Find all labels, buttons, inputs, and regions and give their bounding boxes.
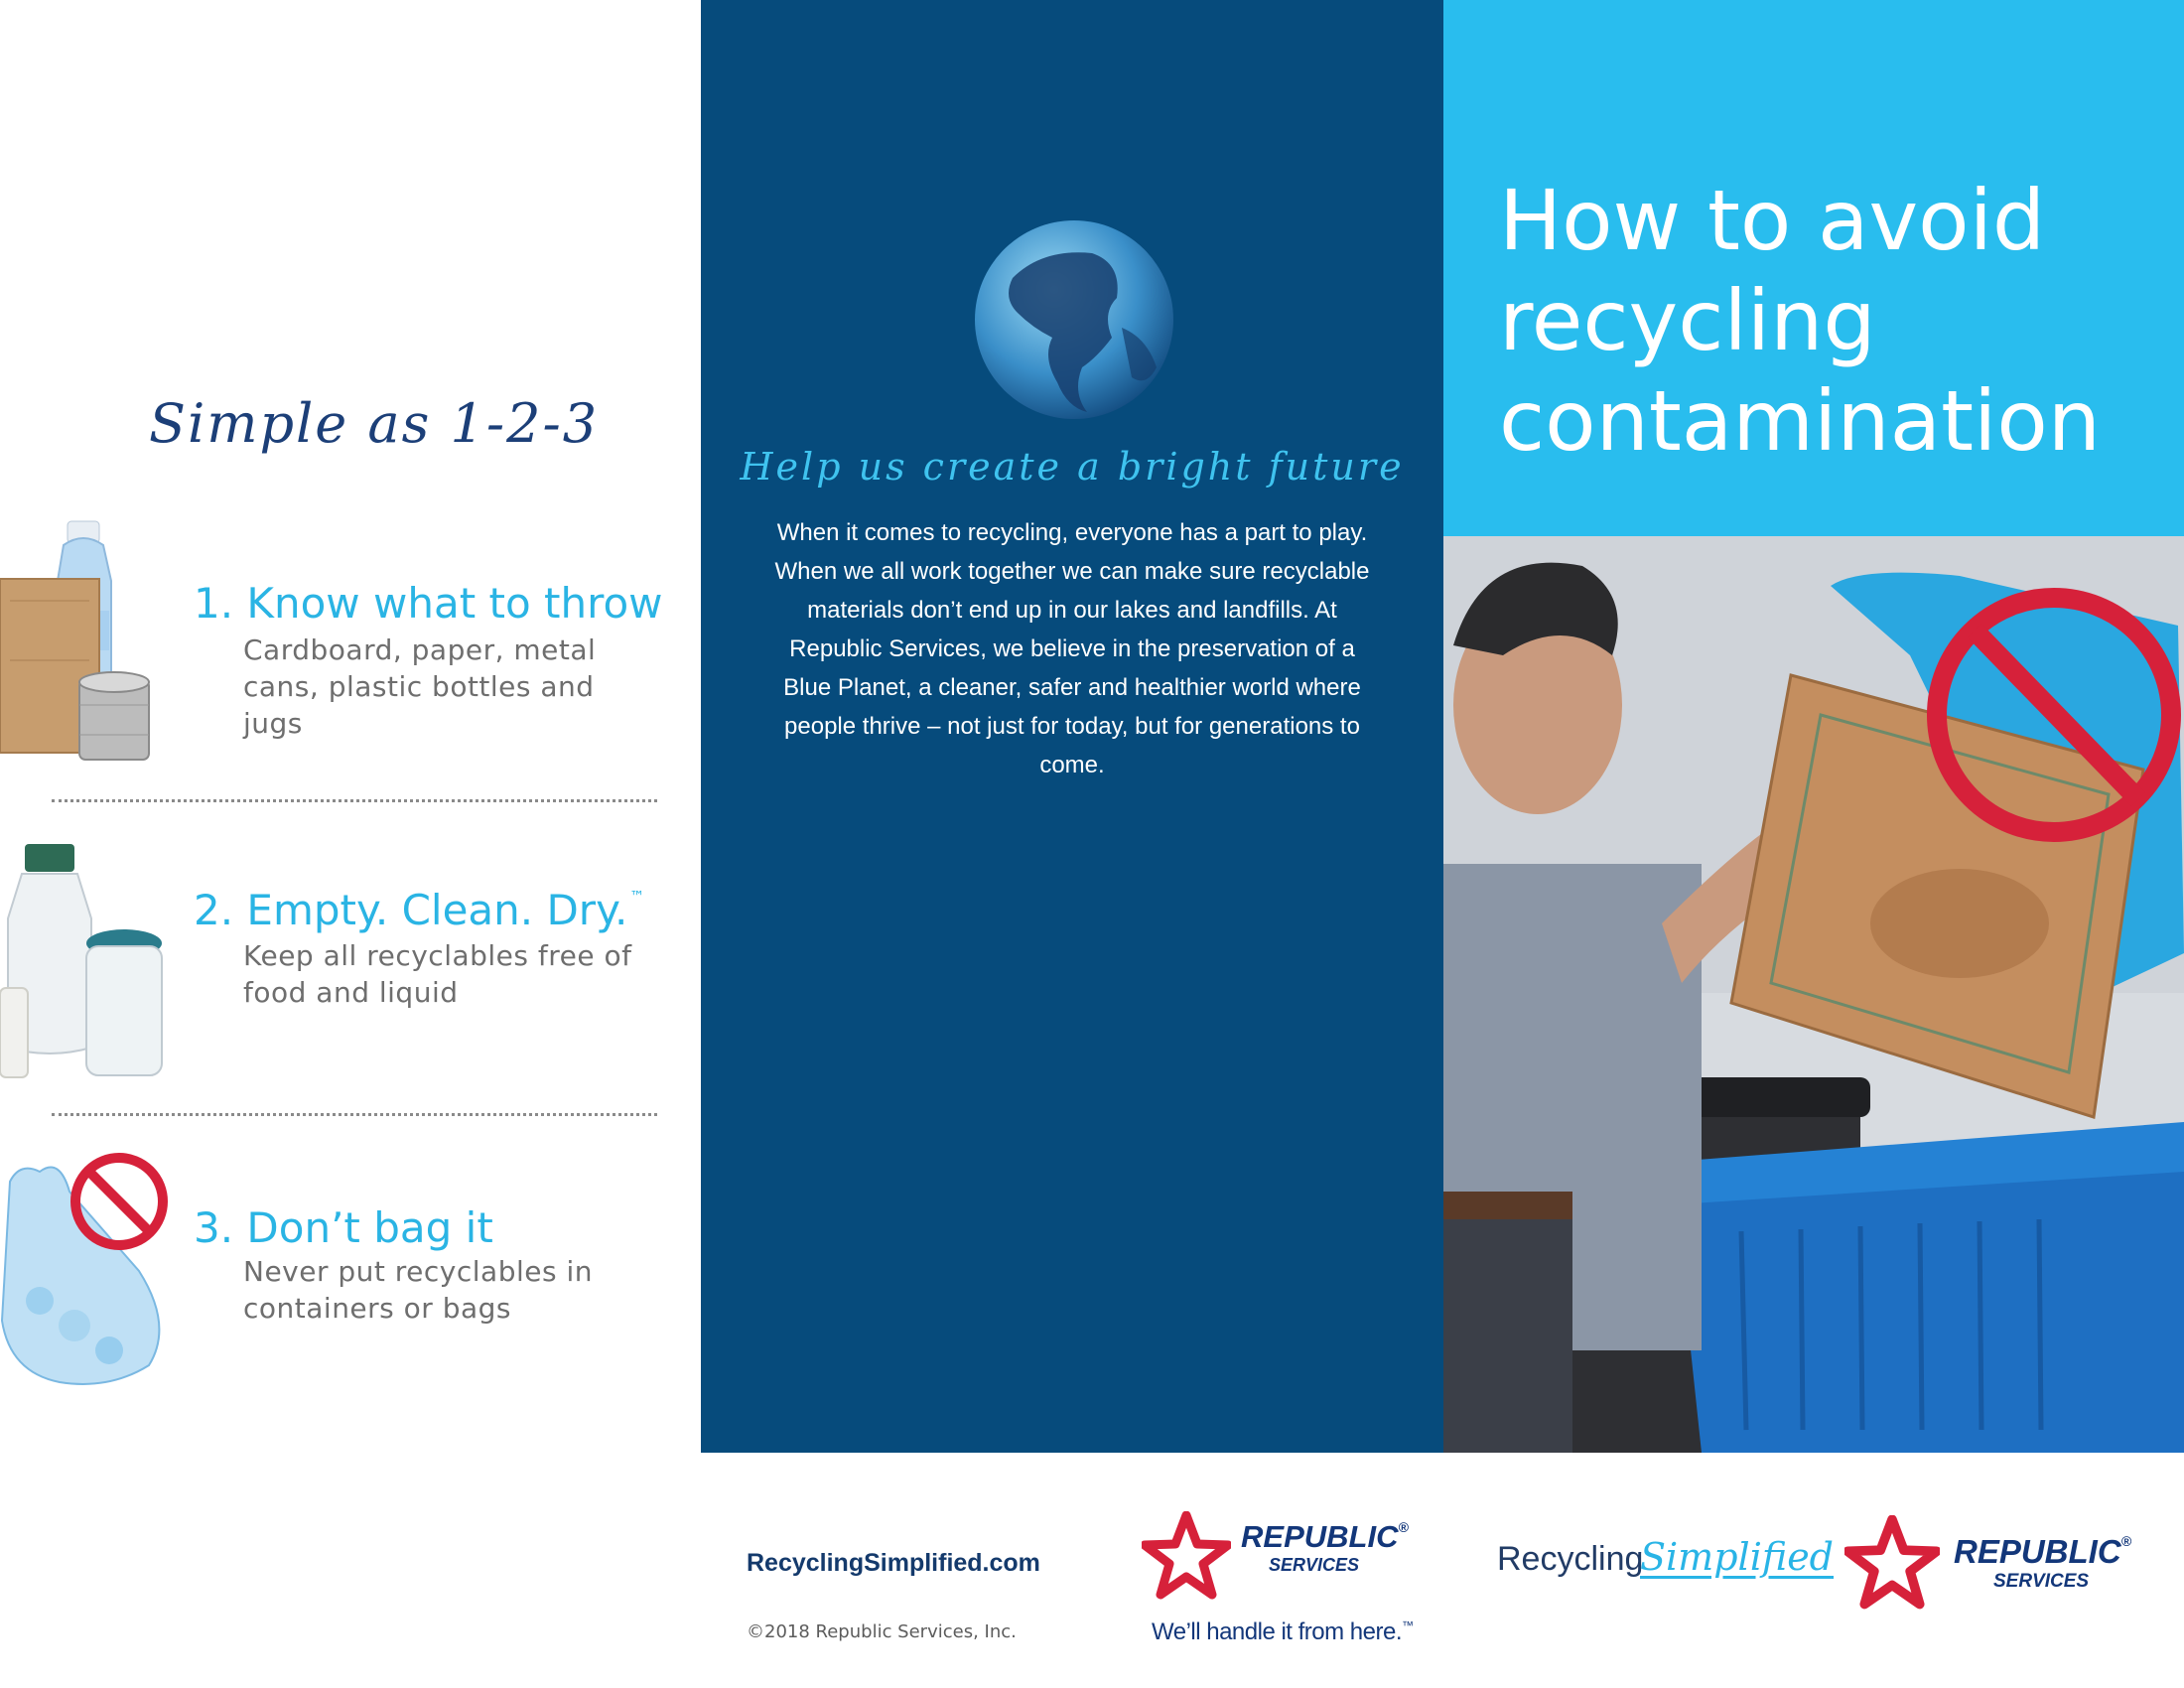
registered-mark: ®: [1398, 1519, 1409, 1535]
registered-mark: ®: [2120, 1533, 2132, 1549]
tagline-text: We’ll handle it from here.: [1152, 1618, 1403, 1645]
republic-services-logo: [1142, 1511, 1410, 1601]
trademark-mark: ™: [629, 888, 645, 906]
trademark-mark: ™: [1402, 1618, 1414, 1632]
divider: [52, 799, 657, 802]
clean-containers-icon: [0, 839, 169, 1087]
logo-wordmark: [1241, 1519, 1409, 1555]
recycling-simplified-logo-part1: Recycling: [1497, 1540, 1644, 1578]
republic-star-icon: [1142, 1511, 1231, 1601]
tagline: [1152, 1618, 1414, 1646]
step-1-description: Cardboard, paper, metal cans, plastic bottles and jugs: [243, 633, 597, 740]
recyclables-icon: [0, 511, 159, 770]
website-link[interactable]: RecyclingSimplified.com: [747, 1549, 1040, 1577]
step-2-description: Keep all recyclables free of food and liquid: [243, 939, 632, 1009]
step-2-title-text: 2. Empty. Clean. Dry.: [194, 886, 628, 934]
page-headline: How to avoid recycling contamination: [1499, 172, 2102, 470]
republic-star-icon: [1844, 1515, 1940, 1611]
republic-services-logo-2: [1844, 1515, 2142, 1615]
no-bag-icon: [0, 1152, 179, 1395]
recycling-bin-photo: [1443, 536, 2184, 1453]
step-2-title: [194, 886, 644, 934]
copyright-text: ©2018 Republic Services, Inc.: [747, 1621, 1017, 1642]
hero-photo: [1443, 536, 2184, 1453]
logo-name: REPUBLIC: [1241, 1519, 1399, 1554]
body-paragraph: When it comes to recycling, everyone has a part to play. When we all work together we can make sure recyclable materials don’t end up in our lakes and landfills. At Republic Services, we believe in the preservation of a Blue Planet, a cleaner, safer and healthier world where people thrive – not just for today, but for generations to come.: [774, 519, 1370, 778]
logo-name: REPUBLIC: [1954, 1533, 2121, 1570]
recycling-simplified-logo-part2: Simplified: [1640, 1535, 1835, 1579]
logo-subword: SERVICES: [1993, 1571, 2090, 1592]
divider: [52, 1113, 657, 1116]
step-3-title: 3. Don’t bag it: [194, 1203, 493, 1252]
logo-subword: SERVICES: [1269, 1555, 1360, 1575]
section-title: Simple as 1-2-3: [149, 392, 600, 455]
globe-icon: [973, 218, 1176, 422]
logo-wordmark: [1954, 1533, 2131, 1571]
step-3-description: Never put recyclables in containers or bags: [243, 1255, 593, 1325]
step-1-title: 1. Know what to throw: [194, 579, 663, 628]
bright-future-heading: Help us create a bright future: [740, 445, 1405, 489]
